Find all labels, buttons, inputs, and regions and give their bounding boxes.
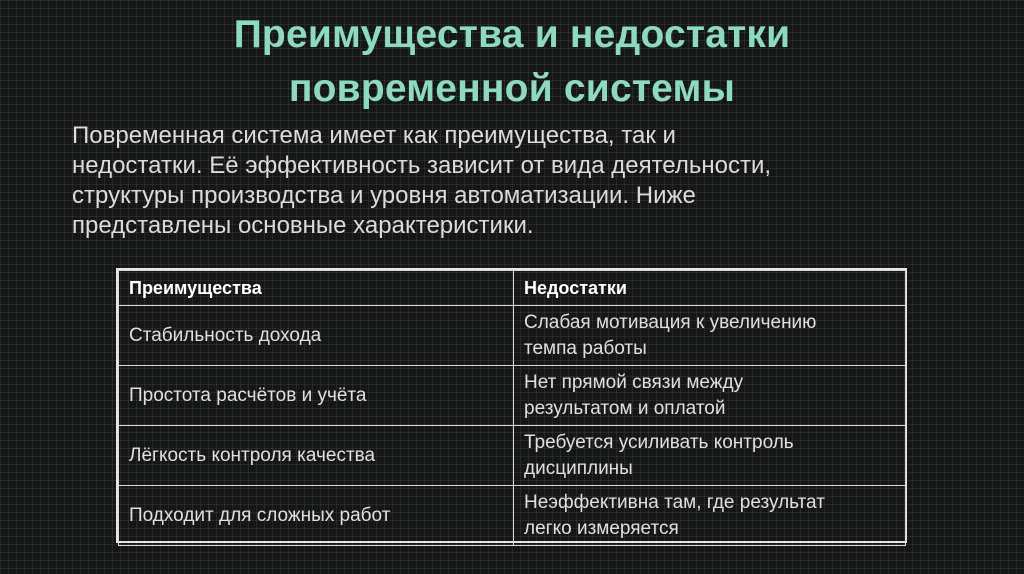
slide-title <box>0 8 1024 116</box>
advantage-cell: Лёгкость контроля качества <box>119 426 514 486</box>
table-header-row <box>119 271 906 306</box>
intro-line: представлены основные характеристики. <box>72 212 534 239</box>
advantage-cell: Простота расчётов и учёта <box>119 366 514 426</box>
comparison-table-frame <box>116 268 907 543</box>
table-row <box>119 306 906 366</box>
disadvantage-cell <box>514 426 906 486</box>
disadvantage-line: темпа работы <box>524 337 647 359</box>
disadvantage-line: Неэффективна там, где результат <box>524 491 825 513</box>
table-row <box>119 366 906 426</box>
disadvantage-line: Слабая мотивация к увеличению <box>524 311 817 333</box>
disadvantage-line: результатом и оплатой <box>524 397 726 419</box>
disadvantage-line: дисциплины <box>524 457 633 479</box>
disadvantage-cell <box>514 306 906 366</box>
header-advantages: Преимущества <box>119 271 514 306</box>
advantage-cell: Стабильность дохода <box>119 306 514 366</box>
disadvantage-line: Нет прямой связи между <box>524 371 744 393</box>
intro-line: недостатки. Её эффективность зависит от вида деятельности, <box>72 152 772 179</box>
disadvantage-cell <box>514 486 906 546</box>
slide-title-line-1: Преимущества и недостатки <box>233 13 791 56</box>
header-disadvantages: Недостатки <box>514 271 906 306</box>
intro-line: Повременная система имеет как преимущества, так и <box>72 122 676 149</box>
disadvantage-line: Требуется усиливать контроль <box>524 431 794 453</box>
table-row <box>119 486 906 546</box>
intro-paragraph <box>72 121 952 241</box>
slide-title-line-2: повременной системы <box>288 67 736 110</box>
intro-line: структуры производства и уровня автоматизации. Ниже <box>72 182 696 209</box>
table-row <box>119 426 906 486</box>
disadvantage-line: легко измеряется <box>524 517 679 539</box>
comparison-table <box>118 270 906 546</box>
advantage-cell: Подходит для сложных работ <box>119 486 514 546</box>
disadvantage-cell <box>514 366 906 426</box>
